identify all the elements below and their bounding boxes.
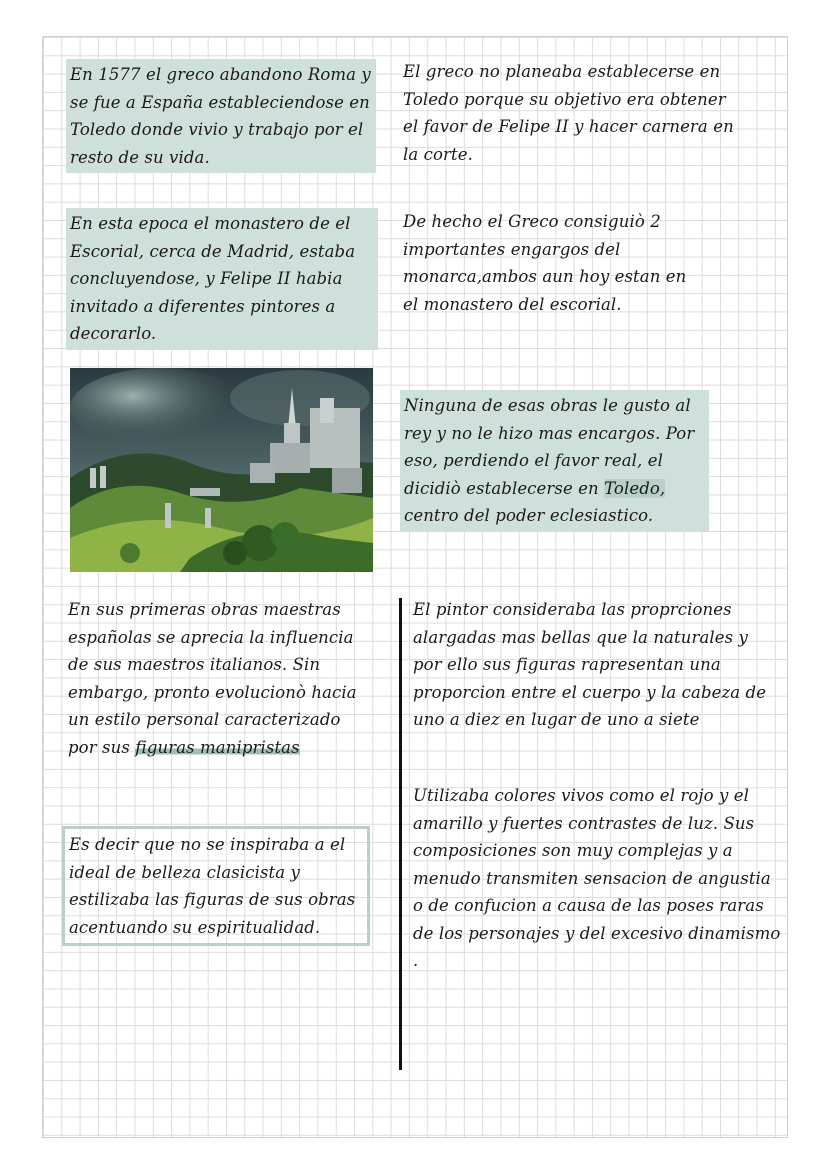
note-encargos-monarca: De hecho el Greco consiguiò 2 importantes engargos del monarca,ambos aun hoy estan en el monastero del escorial. xyxy=(403,212,687,314)
note-escorial: En esta epoca el monastero de el Escorial, cerca de Madrid, estaba concluyendose, y Felipe II habia invitado a diferentes pintores a decorarlo. xyxy=(66,208,378,350)
painting-view-of-toledo-svg xyxy=(70,368,373,572)
note-primeras-obras xyxy=(68,596,374,761)
note-toledo-after: centro del poder eclesiastico. xyxy=(404,506,654,525)
note-primeras-text: En sus primeras obras maestras españolas se aprecia la influencia de sus maestros italianos. Sin embargo, pronto evolucionò hacia un estilo personal caracterizado por sus xyxy=(68,600,357,757)
note-toledo-centro-poder xyxy=(400,390,709,532)
column-divider xyxy=(399,598,402,1070)
note-favor-felipe: El greco no planeaba establecerse en Toledo porque su objetivo era obtener el favor de Felipe II y hacer carnera en la corte. xyxy=(403,62,734,164)
note-ideal-belleza: Es decir que no se inspiraba a el ideal de belleza clasicista y estilizaba las figuras de sus obras acentuando su espiritualidad. xyxy=(62,826,370,946)
note-figuras-manipristas: figuras manipristas xyxy=(135,737,300,757)
note-proporciones: El pintor consideraba las proprciones alargadas mas bellas que la naturales y por ello sus figuras rapresentan una proporcion entre el cuerpo y la cabeza de uno a diez en lugar de uno a siete xyxy=(413,600,767,729)
note-1577-roma-espana: En 1577 el greco abandono Roma y se fue a España estableciendose en Toledo donde vivio y trabajo por el resto de su vida. xyxy=(66,59,376,173)
note-toledo-before: Ninguna de esas obras le gusto al rey y no le hizo mas encargos. Por eso, perdiendo el favor real, el dicidiò establecerse en xyxy=(404,396,695,498)
painting-view-of-toledo xyxy=(70,368,373,572)
note-toledo-mark: Toledo, xyxy=(604,478,666,498)
note-colores-vivos: Utilizaba colores vivos como el rojo y el amarillo y fuertes contrastes de luz. Sus composiciones son muy complejas y a menudo transmiten sensacion de angustia o de confucion a causa de las poses raras de los personajes y del excesivo dinamismo . xyxy=(413,786,781,970)
